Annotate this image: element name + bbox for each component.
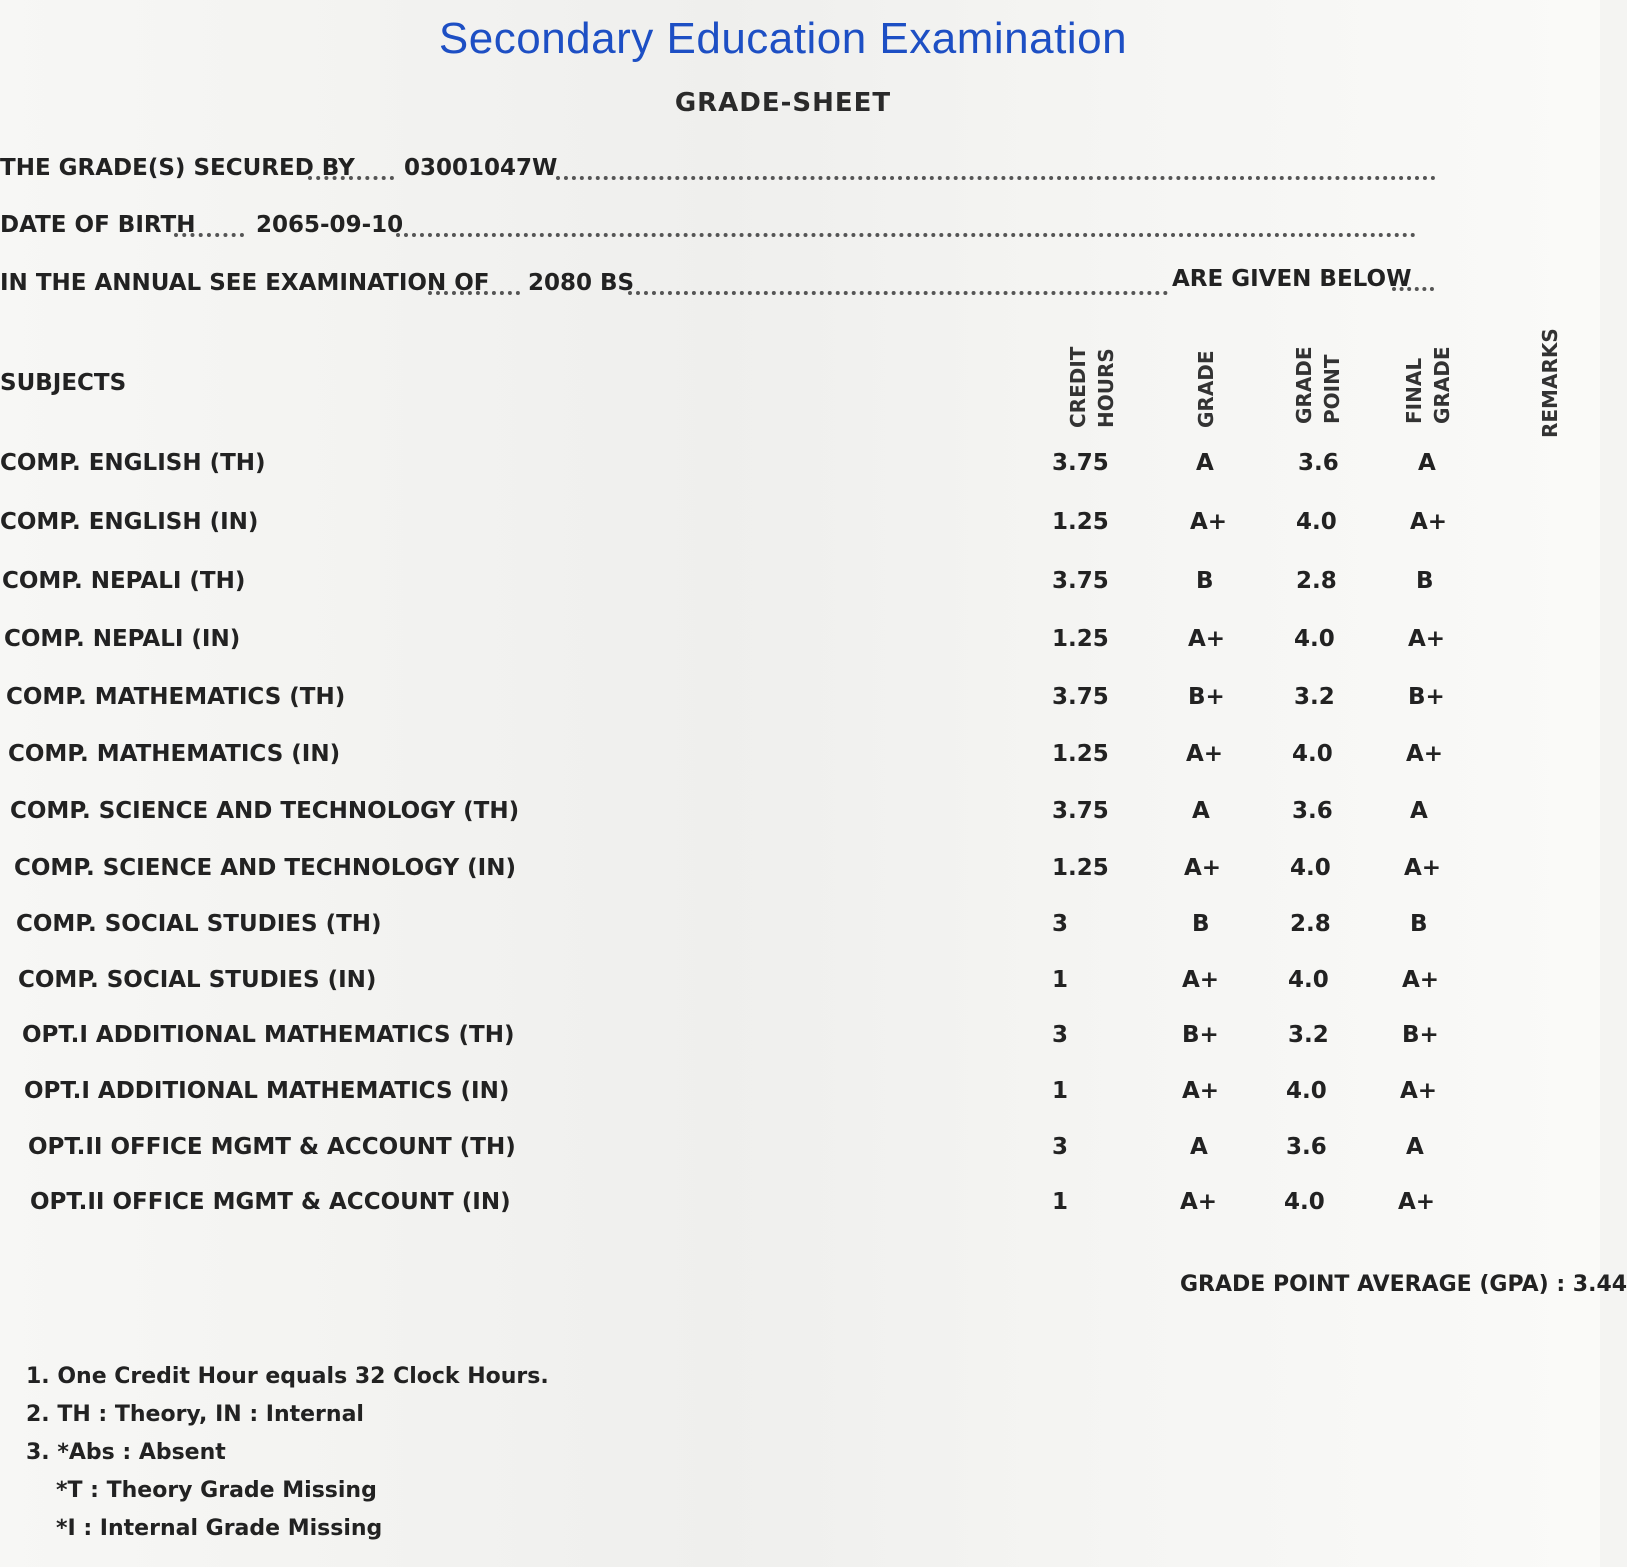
exam-year-value: 2080 BS [528,270,635,296]
grade-point-cell: 4.0 [1294,626,1335,652]
table-row [0,1182,1500,1222]
document-title: Secondary Education Examination [438,14,1128,63]
final-grade-cell: B [1410,911,1428,937]
subject-name: OPT.II OFFICE MGMT & ACCOUNT (IN) [30,1189,511,1215]
grade-cell: A+ [1190,509,1228,535]
subject-name: COMP. NEPALI (IN) [4,626,241,652]
grade-cell: A+ [1182,1078,1220,1104]
subject-name: COMP. SOCIAL STUDIES (TH) [16,911,382,937]
final-grade-cell: A+ [1410,509,1448,535]
dotted-leader [428,291,520,295]
dotted-leader [556,176,1436,180]
dob-label: DATE OF BIRTH [0,212,196,238]
dotted-leader [1392,287,1434,291]
grade-point-cell: 3.6 [1292,798,1333,824]
subject-name: COMP. SOCIAL STUDIES (IN) [18,967,377,993]
credit-hours-header-line1: CREDIT [1066,346,1090,428]
grade-cell: B [1192,911,1210,937]
final-grade-cell: A+ [1398,1189,1436,1215]
footnote-item: 3. *Abs : Absent [26,1440,226,1465]
dotted-leader [308,176,394,180]
subjects-column-header: SUBJECTS [0,370,127,396]
dotted-leader [174,233,244,237]
grade-point-column-header [1290,346,1346,424]
credit-hours-cell: 3 [1052,911,1069,937]
grade-point-cell: 3.2 [1294,684,1335,710]
final-grade-cell: B [1416,568,1434,594]
table-row [0,619,1500,659]
credit-hours-cell: 3 [1052,1134,1069,1160]
grade-point-cell: 4.0 [1286,1078,1327,1104]
subject-name: OPT.I ADDITIONAL MATHEMATICS (TH) [22,1022,515,1048]
final-grade-cell: A+ [1404,855,1442,881]
document-subtitle: GRADE-SHEET [674,88,892,118]
grade-column-header [1192,350,1220,428]
subject-name: COMP. MATHEMATICS (IN) [8,741,341,767]
grade-point-header-line1: GRADE [1292,346,1316,424]
grade-point-cell: 3.2 [1288,1022,1329,1048]
credit-hours-cell: 3.75 [1052,568,1109,594]
final-grade-cell: B+ [1408,684,1445,710]
exam-label: IN THE ANNUAL SEE EXAMINATION OF [0,270,490,296]
credit-hours-cell: 1 [1052,1189,1069,1215]
symbol-number-value: 03001047W [404,155,558,181]
grade-point-cell: 3.6 [1286,1134,1327,1160]
credit-hours-cell: 1 [1052,1078,1069,1104]
grade-cell: A [1196,450,1214,476]
grade-cell: A+ [1182,967,1220,993]
credit-hours-header-line2: HOURS [1094,348,1118,428]
secured-by-label: THE GRADE(S) SECURED BY [0,155,355,181]
table-row [0,1015,1500,1055]
table-row [0,848,1500,888]
final-grade-cell: A+ [1400,1078,1438,1104]
grade-point-cell: 4.0 [1292,741,1333,767]
subject-name: COMP. MATHEMATICS (TH) [6,684,346,710]
dotted-leader [628,291,1168,295]
table-row [0,443,1500,483]
credit-hours-cell: 1.25 [1052,626,1109,652]
grade-cell: B+ [1182,1022,1219,1048]
grade-cell: A [1190,1134,1208,1160]
final-grade-cell: A [1406,1134,1424,1160]
table-row [0,1071,1500,1111]
credit-hours-cell: 3.75 [1052,798,1109,824]
subject-name: COMP. NEPALI (TH) [2,568,246,594]
grade-point-cell: 2.8 [1290,911,1331,937]
table-row [0,561,1500,601]
grade-cell: A+ [1188,626,1226,652]
grade-cell: B+ [1188,684,1225,710]
gpa-label: GRADE POINT AVERAGE (GPA) : [1180,1272,1566,1297]
credit-hours-cell: 3.75 [1052,684,1109,710]
table-row [0,1127,1500,1167]
grade-cell: A+ [1180,1189,1218,1215]
credit-hours-cell: 1.25 [1052,509,1109,535]
grade-point-header-line2: POINT [1320,354,1344,424]
gpa-value: 3.44 [1572,1272,1627,1297]
subject-name: COMP. ENGLISH (TH) [0,450,266,476]
subject-name: COMP. SCIENCE AND TECHNOLOGY (TH) [10,798,520,824]
subject-name: COMP. SCIENCE AND TECHNOLOGY (IN) [14,855,516,881]
grade-point-cell: 4.0 [1288,967,1329,993]
credit-hours-cell: 3.75 [1052,450,1109,476]
credit-hours-cell: 3 [1052,1022,1069,1048]
footnote-item: 1. One Credit Hour equals 32 Clock Hours. [26,1364,549,1389]
final-grade-cell: A+ [1408,626,1446,652]
grade-cell: A+ [1184,855,1222,881]
grade-point-cell: 2.8 [1296,568,1337,594]
footnote-item: *T : Theory Grade Missing [56,1478,377,1503]
subject-name: COMP. ENGLISH (IN) [0,509,259,535]
footnotes [26,1358,549,1548]
dob-value: 2065-09-10 [256,212,404,238]
table-row [0,502,1500,542]
table-row [0,960,1500,1000]
final-grade-header-line2: GRADE [1430,346,1454,424]
table-row [0,791,1500,831]
final-grade-cell: A [1410,798,1428,824]
final-grade-cell: A [1418,450,1436,476]
grade-cell: A [1192,798,1210,824]
grade-point-cell: 4.0 [1290,855,1331,881]
gpa-summary [1180,1272,1627,1297]
grade-point-cell: 3.6 [1298,450,1339,476]
credit-hours-cell: 1.25 [1052,741,1109,767]
footnote-item: *I : Internal Grade Missing [56,1516,383,1541]
final-grade-cell: A+ [1406,741,1444,767]
table-row [0,677,1500,717]
table-row [0,734,1500,774]
grade-cell: A+ [1186,741,1224,767]
credit-hours-cell: 1 [1052,967,1069,993]
dotted-leader [396,233,1416,237]
final-grade-column-header [1400,346,1456,424]
credit-hours-column-header [1064,347,1120,428]
remarks-header-text: REMARKS [1538,328,1562,438]
subject-name: OPT.I ADDITIONAL MATHEMATICS (IN) [24,1078,510,1104]
grade-cell: B [1196,568,1214,594]
remarks-column-header [1536,328,1564,438]
grade-point-cell: 4.0 [1296,509,1337,535]
grade-header-text: GRADE [1194,350,1218,428]
grade-point-cell: 4.0 [1284,1189,1325,1215]
final-grade-cell: B+ [1402,1022,1439,1048]
table-row [0,904,1500,944]
given-below-text: ARE GIVEN BELOW [1172,266,1412,292]
final-grade-cell: A+ [1402,967,1440,993]
final-grade-header-line1: FINAL [1402,357,1426,424]
footnote-item: 2. TH : Theory, IN : Internal [26,1402,364,1427]
subject-name: OPT.II OFFICE MGMT & ACCOUNT (TH) [28,1134,516,1160]
credit-hours-cell: 1.25 [1052,855,1109,881]
